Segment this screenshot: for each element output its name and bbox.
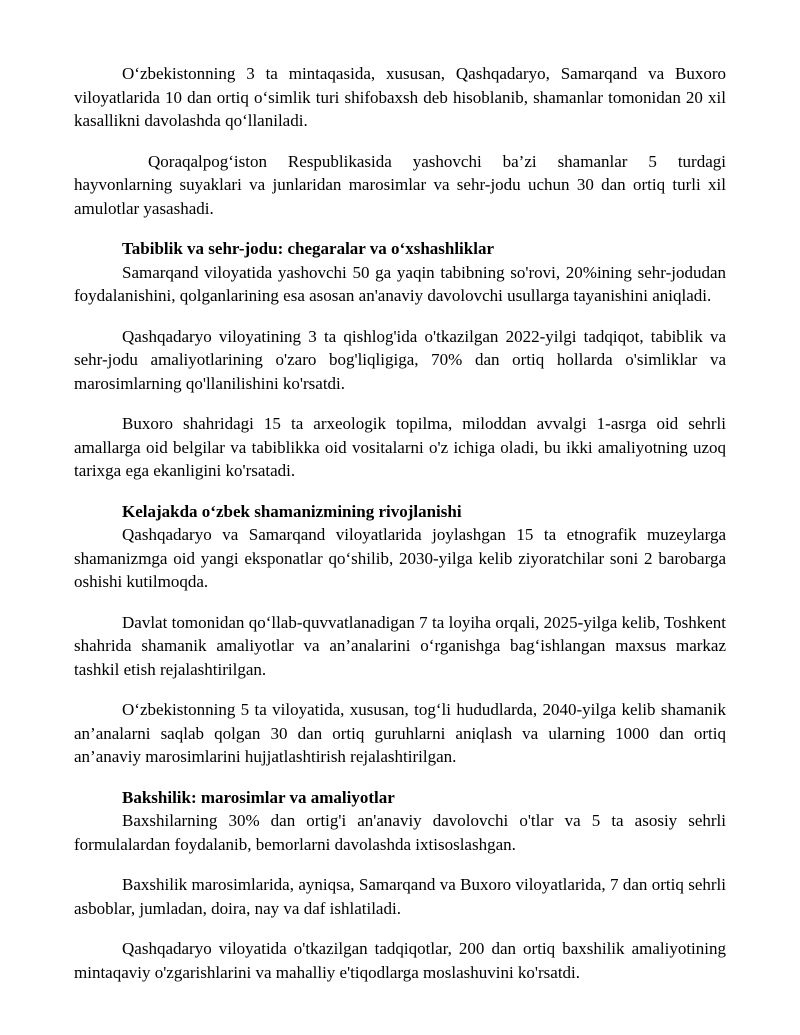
paragraph-5: Buxoro shahridagi 15 ta arxeologik topilma, miloddan avvalgi 1-asrga oid sehrli amallarga oid belgilar va tabiblikka oid vositalarni o'z ichiga oladi, bu ikki amaliyotning uzoq tarixga ega ekanligini ko'rsatadi. <box>74 414 726 480</box>
paragraph-6: Qashqadaryo va Samarqand viloyatlarida joylashgan 15 ta etnografik muzeylarga shamanizmga oid yangi eksponatlar qo‘shilib, 2030-yilga kelib ziyoratchilar soni 2 barobarga oshishi kutilmoqda. <box>74 525 726 591</box>
paragraph-3: Samarqand viloyatida yashovchi 50 ga yaqin tabibning so'rovi, 20%ining sehr-jodudan foydalanishini, qolganlarining esa asosan an'anaviy davolovchi usullarga tayanishini aniqladi. <box>74 262 726 305</box>
section-heading-2: Kelajakda o‘zbek shamanizmining rivojlanishi <box>122 501 462 521</box>
paragraph-4: Qashqadaryo viloyatining 3 ta qishlog'ida o'tkazilgan 2022-yilgi tadqiqot, tabiblik va sehr-jodu amaliyotlarining o'zaro bog'liqligiga, 70% dan ortiq hollarda o'simliklar va marosimlarning qo'llanilishini ko'rsatdi. <box>74 326 726 393</box>
paragraph-2: Qoraqalpog‘iston Respublikasida yashovchi ba’zi shamanlar 5 turdagi hayvonlarning suyaklari va junlaridan marosimlar va sehr-jodu uchun 30 dan ortiq turli xil amulotlar yasashadi. <box>74 151 726 218</box>
section-heading-1: Tabiblik va sehr-jodu: chegaralar va o‘xshashliklar <box>122 239 495 258</box>
paragraph-10: Baxshilik marosimlarida, ayniqsa, Samarqand va Buxoro viloyatlarida, 7 dan ortiq sehrli asboblar, jumladan, doira, nay va daf ishlatiladi. <box>74 875 726 918</box>
section-heading-3: Bakshilik: marosimlar va amaliyotlar <box>122 787 395 807</box>
paragraph-9: Baxshilarning 30% dan ortig'i an'anaviy davolovchi o'tlar va 5 ta asosiy sehrli formulalardan foydalanib, bemorlarni davolashda ixtisoslashgan. <box>74 811 726 854</box>
paragraph-11: Qashqadaryo viloyatida o'tkazilgan tadqiqotlar, 200 dan ortiq baxshilik amaliyotining mintaqaviy o'zgarishlarini va mahalliy e'tiqodlarga moslashuvini ko'rsatdi. <box>74 939 726 982</box>
paragraph-7: Davlat tomonidan qo‘llab-quvvatlanadigan 7 ta loyiha orqali, 2025-yilga kelib, Toshkent shahrida shamanik amaliyotlar va an’analarini o‘rganishga bag‘ishlangan maxsus markaz tashkil etish rejalashtirilgan. <box>74 612 726 679</box>
paragraph-8: O‘zbekistonning 5 ta viloyatida, xususan, tog‘li hududlarda, 2040-yilga kelib shamanik an’analarni saqlab qolgan 30 dan ortiq guruhlarni aniqlash va ularning 1000 dan ortiq an’anaviy marosimlarini hujjatlashtirish rejalashtirilgan. <box>74 700 726 766</box>
paragraph-1: O‘zbekistonning 3 ta mintaqasida, xususan, Qashqadaryo, Samarqand va Buxoro viloyatlarida 10 dan ortiq o‘simlik turi shifobaxsh deb hisoblanib, shamanlar tomonidan 20 xil kasallikni davolashda qo‘llaniladi. <box>74 64 726 130</box>
